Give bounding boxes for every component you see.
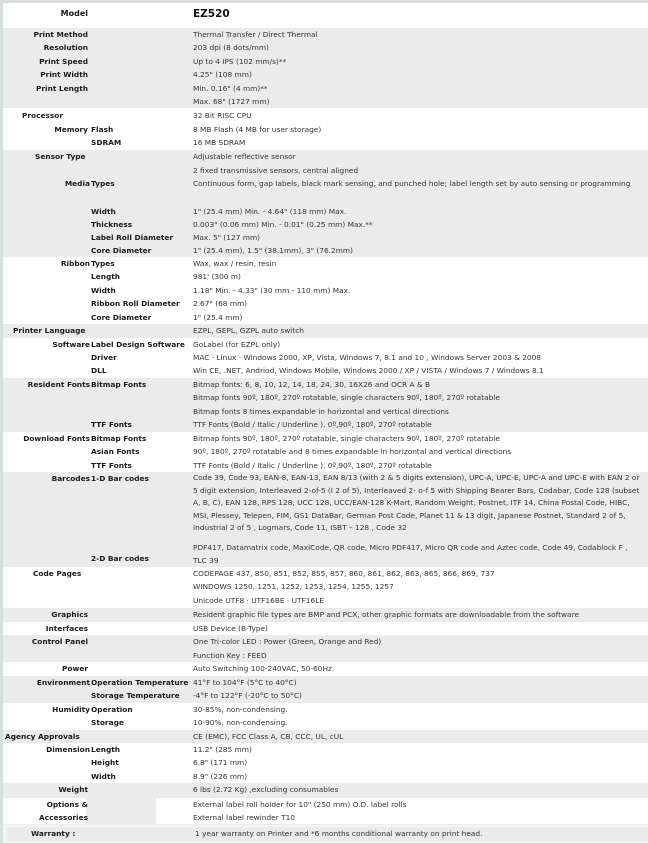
barcodes-2d-label: 2-D Bar codes <box>91 554 149 563</box>
spec-row-options <box>3 797 648 825</box>
spec-group-resident-fonts <box>3 378 648 432</box>
code-pages-value-1: CODEPAGE 437, 850, 851, 852, 855, 857, 860, 861, 862, 863, 865, 866, 869, 737 <box>193 569 495 578</box>
spec-row-resolution <box>3 41 648 54</box>
download-bitmap-fonts-value: Bitmap fonts 90º, 180º, 270º rotatable, single characters 90º, 180º, 270º rotatable <box>193 434 500 443</box>
ribbon-core-diameter-label: Core Diameter <box>91 312 152 322</box>
spec-row-graphics <box>3 608 648 622</box>
media-label-roll-diameter-label: Label Roll Diameter <box>91 233 174 242</box>
environment-label: Environment <box>36 677 90 687</box>
ribbon-types-label: Types <box>91 259 115 268</box>
humidity-storage-label: Storage <box>91 718 124 727</box>
memory-sdram-label: SDRAM <box>91 138 122 147</box>
power-value: Auto Switching 100-240VAC, 50-60Hz. <box>193 664 335 673</box>
barcodes-2d-value: PDF417, Datamatrix code, MaxiCode, QR code, Micro PDF417, Micro QR code and Aztec code, Code 49, Codablock F , TLC 39 <box>193 543 628 565</box>
options-label-line-2: Accessories <box>39 813 88 822</box>
control-panel-value-1: One Tri-color LED : Power (Green, Orange and Red) <box>193 637 382 646</box>
spec-group-barcodes <box>3 472 648 567</box>
printer-language-label: Printer Language <box>13 326 86 335</box>
spec-row-print-method <box>3 28 648 41</box>
dimension-label: Dimension <box>46 745 90 754</box>
print-speed-value: Up to 4 IPS (102 mm/s)** <box>193 56 287 66</box>
software-dll-value: Win CE, .NET, Andriod, Windows Mobile, Windows 2000 / XP / VISTA / Windows 7 / Windows 8.1 <box>193 366 544 376</box>
ribbon-length-label: Length <box>91 272 121 282</box>
ribbon-core-diameter-value: 1" (25.4 mm) <box>193 312 243 322</box>
resident-bitmap-fonts-value-3: Bitmap fonts 8 times expandable in horizontal and vertical directions <box>193 406 449 416</box>
print-width-label: Print Width <box>40 70 88 80</box>
resolution-label: Resolution <box>43 43 88 53</box>
software-label-design-value: GoLabel (for EZPL only) <box>193 339 281 349</box>
memory-label: Memory <box>54 124 88 134</box>
ribbon-roll-diameter-label: Ribbon Roll Diameter <box>91 299 180 309</box>
options-value-1: External label roll holder for 10" (250 mm) O.D. label rolls <box>193 800 407 809</box>
spec-group-ribbon <box>3 257 648 324</box>
options-value-2: External label rewinder T10 <box>193 813 295 822</box>
printer-language-value: EZPL, GEPL, GZPL auto switch <box>193 326 304 335</box>
humidity-operation-label: Operation <box>91 704 133 714</box>
resident-ttf-fonts-value: TTF Fonts (Bold / Italic / Underline ). 0º,90º, 180º, 270º rotatable <box>193 420 432 430</box>
ribbon-width-value: 1.18" Min. - 4.33" (30 mm - 110 mm) Max. <box>193 285 351 295</box>
media-thickness-value: 0.003" (0.06 mm) Min. - 0.01" (0.25 mm) Max.** <box>193 220 373 229</box>
warranty-value: 1 year warranty on Printer and *6 months conditional warranty on print head. <box>195 829 483 838</box>
resident-fonts-label: Resident Fonts <box>27 380 90 389</box>
interfaces-label: Interfaces <box>45 623 88 633</box>
media-width-label: Width <box>91 207 116 216</box>
spec-sheet <box>3 3 648 843</box>
resident-bitmap-fonts-label: Bitmap Fonts <box>91 380 147 389</box>
software-dll-label: DLL <box>91 366 107 376</box>
spec-group-print <box>3 28 648 108</box>
processor-label: Processor <box>21 111 63 120</box>
model-label: Model <box>60 9 88 18</box>
weight-label: Weight <box>58 785 88 794</box>
humidity-operation-value: 30-85%, non-condensing. <box>193 704 288 714</box>
code-pages-value-3: Unicode UTF8 · UTF16BE · UTF16LE <box>193 595 324 605</box>
spec-row-agency-approvals <box>3 730 648 744</box>
download-asian-fonts-value: 90º, 180º, 270º rotatable and 8 times expandable in horizontal and vertical directions <box>193 447 512 457</box>
humidity-label: Humidity <box>52 704 90 714</box>
sensor-type-label: Sensor Type <box>35 152 86 161</box>
print-length-label: Print Length <box>35 83 88 93</box>
media-core-diameter-value: 1" (25.4 mm), 1.5" (38.1mm), 3" (76.2mm) <box>193 246 354 255</box>
agency-approvals-label: Agency Approvals <box>5 731 80 741</box>
spec-group-download-fonts <box>3 432 648 472</box>
sensor-type-value-2: 2 fixed transmissive sensors, central aligned <box>193 165 359 175</box>
memory-flash-label: Flash <box>91 124 114 134</box>
print-method-label: Print Method <box>33 30 88 39</box>
graphics-label: Graphics <box>51 610 88 619</box>
media-thickness-label: Thickness <box>91 220 133 229</box>
graphics-value: Resident graphic file types are BMP and PCX, other graphic formats are downloadable from the software <box>193 610 579 619</box>
ribbon-length-value: 981' (300 m) <box>193 272 241 282</box>
spec-row-print-width <box>3 68 648 81</box>
power-label: Power <box>62 664 88 673</box>
media-label: Media <box>64 179 90 188</box>
humidity-storage-value: 10-90%, non-condensing. <box>193 718 288 727</box>
environment-storage-label: Storage Temperature <box>91 691 180 700</box>
spec-row-power <box>3 662 648 676</box>
print-length-min: Min. 0.16" (4 mm)** <box>193 83 268 93</box>
sensor-type-value-1: Adjustable reflective sensor <box>193 152 296 161</box>
interfaces-value: USB Device (B-Type) <box>193 623 268 633</box>
spec-group-memory <box>3 123 648 150</box>
download-ttf-fonts-value: TTF Fonts (Bold / Italic / Underline ). 0º,90º, 180º, 270º rotatable <box>193 460 432 470</box>
environment-operation-label: Operation Temperature <box>91 677 189 687</box>
software-label-design-label: Label Design Software <box>91 339 185 349</box>
spec-row-printer-language <box>3 324 648 338</box>
print-method-value: Thermal Transfer / Direct Thermal <box>193 30 318 39</box>
print-length-max: Max. 68" (1727 mm) <box>193 96 270 106</box>
spec-row-processor <box>3 109 648 123</box>
spec-group-software <box>3 338 648 378</box>
code-pages-value-2: WINDOWS 1250, 1251, 1252, 1253, 1254, 1255, 1257 <box>193 582 394 592</box>
software-driver-value: MAC · Linux · Windows 2000, XP, Vista, Windows 7, 8.1 and 10 , Windows Server 2003 & 2008 <box>193 352 542 362</box>
environment-operation-value: 41°F to 104°F (5°C to 40°C) <box>193 677 297 687</box>
resolution-value: 203 dpi (8 dots/mm) <box>193 43 269 53</box>
spec-row-warranty <box>3 825 648 843</box>
download-bitmap-fonts-label: Bitmap Fonts <box>91 434 147 443</box>
spec-row-print-length <box>3 82 648 108</box>
software-label: Software <box>52 339 90 349</box>
barcodes-1d-label: 1-D Bar codes <box>91 474 149 483</box>
control-panel-label: Control Panel <box>31 637 88 646</box>
print-width-value: 4.25" (108 mm) <box>193 70 252 80</box>
media-width-value: 1" (25.4 mm) Min. - 4.64" (118 mm) Max. <box>193 207 347 216</box>
barcodes-1d-value: Code 39, Code 93, EAN-8, EAN-13, EAN 8/13 (with 2 & 5 digits extension), UPC-A, UPC-E, UPC-A and UPC-E with EAN 2 or 5 digit extension, Interleaved 2-of-5 (I 2 of 5), Interleaved 2- o-f 5 with Shipping Bearer Bars, Codabar, Code 128 (subset A, B, C), EAN 128, RPS 128, UCC 128, UCC/EAN-128 K-Mart, Random Weight, Postnet, ITF 14, China Postal Code, HIBC, MSI, Plessey, Telepen, FIM, GS1 DataBar, German Post Code, Planet 11 & 13 digit, Japanese Postnet, Standard 2 of 5, Industrial 2 of 5 , Logmars, Code 11, ISBT – 128 , Code 32 <box>193 473 640 533</box>
dimension-length-label: Length <box>91 745 121 754</box>
spec-group-media <box>3 177 648 257</box>
dimension-width-label: Width <box>91 771 116 781</box>
media-core-diameter-label: Core Diameter <box>91 246 152 255</box>
print-speed-label: Print Speed <box>39 56 88 66</box>
barcodes-label: Barcodes <box>51 474 90 483</box>
spec-group-humidity <box>3 703 648 730</box>
download-asian-fonts-label: Asian Fonts <box>91 447 140 457</box>
spec-row-code-pages <box>3 567 648 608</box>
options-label-line-1: Options & <box>46 800 88 809</box>
agency-approvals-value: CE (EMC), FCC Class A, CB, CCC, UL, cUL <box>193 731 344 741</box>
environment-storage-value: -4°F to 122°F (-20°C to 50°C) <box>193 691 302 700</box>
resident-ttf-fonts-label: TTF Fonts <box>91 420 132 430</box>
processor-value: 32 Bit RISC CPU <box>193 111 252 120</box>
resident-bitmap-fonts-value-2: Bitmap fonts 90º, 180º, 270º rotatable, single characters 90º, 180º, 270º rotatable <box>193 393 500 403</box>
spec-group-dimension <box>3 743 648 783</box>
dimension-height-value: 6.8" (171 mm) <box>193 758 248 768</box>
software-driver-label: Driver <box>91 352 117 362</box>
resident-bitmap-fonts-value-1: Bitmap fonts: 6, 8, 10, 12, 14, 18, 24, 30, 16X26 and OCR A & B <box>193 380 431 389</box>
ribbon-label: Ribbon <box>60 259 90 268</box>
weight-value: 6 lbs (2.72 Kg) ,excluding consumables <box>193 785 339 794</box>
ribbon-roll-diameter-value: 2.67" (68 mm) <box>193 299 248 309</box>
media-types-label: Types <box>91 179 115 188</box>
spec-group-environment <box>3 676 648 703</box>
spec-row-interfaces <box>3 622 648 636</box>
download-ttf-fonts-label: TTF Fonts <box>91 460 132 470</box>
download-fonts-label: Download Fonts <box>23 434 90 443</box>
dimension-height-label: Height <box>91 758 119 768</box>
model-value: EZ520 <box>193 8 230 20</box>
dimension-width-value: 8.9" (226 mm) <box>193 771 248 781</box>
spec-row-model <box>3 3 648 25</box>
spec-row-sensor-type <box>3 150 648 177</box>
control-panel-value-2: Function Key : FEED <box>193 650 267 660</box>
warranty-label: Warranty : <box>31 829 76 838</box>
dimension-length-value: 11.2" (285 mm) <box>193 745 252 754</box>
media-label-roll-diameter-value: Max. 5" (127 mm) <box>193 233 261 242</box>
spec-row-print-speed <box>3 55 648 68</box>
memory-sdram-value: 16 MB SDRAM <box>193 138 246 147</box>
ribbon-types-value: Wax, wax / resin, resin <box>193 259 277 268</box>
spec-row-control-panel <box>3 635 648 662</box>
spec-row-weight <box>3 783 648 797</box>
code-pages-label: Code Pages <box>33 569 82 578</box>
media-types-value: Continuous form, gap labels, black mark sensing, and punched hole; label length set by auto sensing or programming <box>193 179 631 188</box>
ribbon-width-label: Width <box>91 285 116 295</box>
memory-flash-value: 8 MB Flash (4 MB for user storage) <box>193 124 322 134</box>
